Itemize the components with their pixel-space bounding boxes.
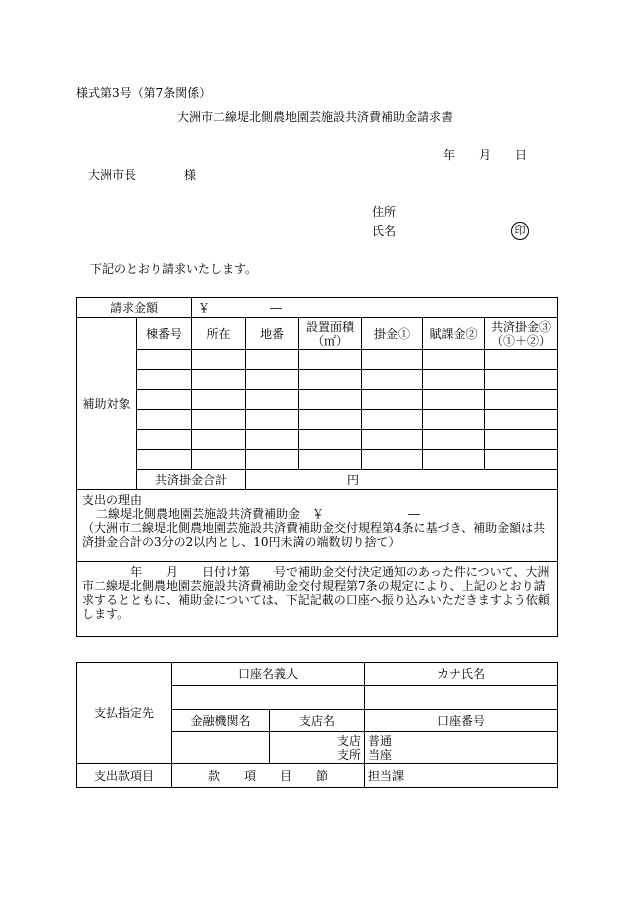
addressee: 大洲市長 様 [88,168,197,182]
table-cell[interactable] [423,350,485,370]
column-header: 賦課金② [423,318,485,350]
table-cell[interactable] [137,410,192,430]
table-row [77,370,558,390]
ordinary-account-option: 普通 [368,733,393,748]
table-cell[interactable] [299,350,362,370]
table-row [77,390,558,410]
expense-items-label: 支出款項目 [77,764,172,788]
account-number-label: 口座番号 [365,710,558,732]
table-cell[interactable] [192,350,246,370]
table-cell[interactable] [485,370,558,390]
column-header: 所在 [192,318,246,350]
table-cell[interactable] [137,430,192,450]
name-label: 氏名 [372,224,397,238]
table-row [77,430,558,450]
column-header-total-1: 共済掛金③ [491,319,552,334]
kana-name-field[interactable] [365,686,558,710]
table-cell[interactable] [362,390,423,410]
table-cell[interactable] [299,450,362,470]
table-cell[interactable] [192,450,246,470]
account-holder-field[interactable] [172,686,365,710]
expense-reason-label: 支出の理由 [82,493,143,507]
table-cell[interactable] [485,350,558,370]
table-cell[interactable] [423,390,485,410]
subsidy-target-label: 補助対象 [77,318,137,490]
expense-reason-line: 二線堤北側農地園芸施設共済費補助金 ￥ ― [96,507,421,521]
table-cell[interactable] [485,430,558,450]
request-statement: 年 月 日付け第 号で補助金交付決定通知のあった件について、大洲市二線堤北側農地園芸施設共済費補助金交付規程第7条の規定により、上記のとおり請求するとともに、補助金については、下記記載の口座へ振り込みいただきますよう依頼します。 [77,562,558,637]
branch-name-label: 支店名 [270,710,365,732]
table-cell[interactable] [362,370,423,390]
expense-reason-section [77,490,558,562]
table-cell[interactable] [423,450,485,470]
table-cell[interactable] [423,430,485,450]
table-cell[interactable] [137,450,192,470]
column-header [485,318,558,350]
table-cell[interactable] [192,390,246,410]
table-cell[interactable] [246,430,299,450]
address-label: 住所 [372,205,397,219]
table-cell[interactable] [299,370,362,390]
department-label: 担当課 [365,764,558,788]
date-line: 年 月 日 [443,148,528,162]
table-cell[interactable] [485,450,558,470]
column-header-area-1: 設置面積 [306,319,355,334]
office-option: 支所 [337,747,362,762]
table-cell[interactable] [137,390,192,410]
table-cell[interactable] [137,370,192,390]
column-header [299,318,362,350]
table-row [77,410,558,430]
column-header-area-2: （㎡） [312,333,349,348]
payment-table [76,662,558,788]
table-cell[interactable] [299,390,362,410]
table-cell[interactable] [299,430,362,450]
table-cell[interactable] [246,450,299,470]
claim-table [76,297,558,637]
table-cell[interactable] [423,410,485,430]
bank-name-label: 金融機関名 [172,710,270,732]
payment-destination-label: 支払指定先 [77,663,172,764]
table-cell[interactable] [362,450,423,470]
bank-name-field[interactable] [172,732,270,764]
seal-mark: 印 [511,222,529,240]
table-row [77,450,558,470]
table-cell[interactable] [246,390,299,410]
table-cell[interactable] [362,350,423,370]
claim-amount-value: ￥ ― [192,298,558,318]
table-cell[interactable] [137,350,192,370]
document-title: 大洲市二線堤北側農地園芸施設共済費補助金請求書 [176,110,453,124]
premium-total-label: 共済掛金合計 [137,470,246,490]
column-header: 地番 [246,318,299,350]
table-cell[interactable] [485,390,558,410]
form-number: 様式第3号（第7条関係） [76,86,212,100]
table-cell[interactable] [192,430,246,450]
branch-type-field[interactable] [270,732,365,764]
table-cell[interactable] [192,410,246,430]
branch-option: 支店 [337,733,362,748]
column-header-total-2: （①＋②） [491,333,552,348]
premium-total-value[interactable]: 円 [246,470,558,490]
table-cell[interactable] [362,410,423,430]
table-cell[interactable] [423,370,485,390]
account-holder-label: 口座名義人 [172,663,365,686]
current-account-option: 当座 [368,747,393,762]
table-cell[interactable] [192,370,246,390]
kana-name-label: カナ氏名 [365,663,558,686]
claim-amount-label: 請求金額 [77,298,192,318]
column-header: 掛金① [362,318,423,350]
table-cell[interactable] [246,350,299,370]
column-header: 棟番号 [137,318,192,350]
intro-text: 下記のとおり請求いたします。 [90,262,258,276]
table-cell[interactable] [299,410,362,430]
expense-items-value: 款 項 目 節 [172,764,365,788]
table-row [77,350,558,370]
table-cell[interactable] [246,410,299,430]
account-type-field[interactable] [365,732,558,764]
expense-reason-note: （大洲市二線堤北側農地園芸施設共済費補助金交付規程第4条に基づき、補助金額は共済掛金合計の3分の2以内とし、10円未満の端数切り捨て） [82,521,546,549]
table-cell[interactable] [246,370,299,390]
table-cell[interactable] [362,430,423,450]
table-cell[interactable] [485,410,558,430]
